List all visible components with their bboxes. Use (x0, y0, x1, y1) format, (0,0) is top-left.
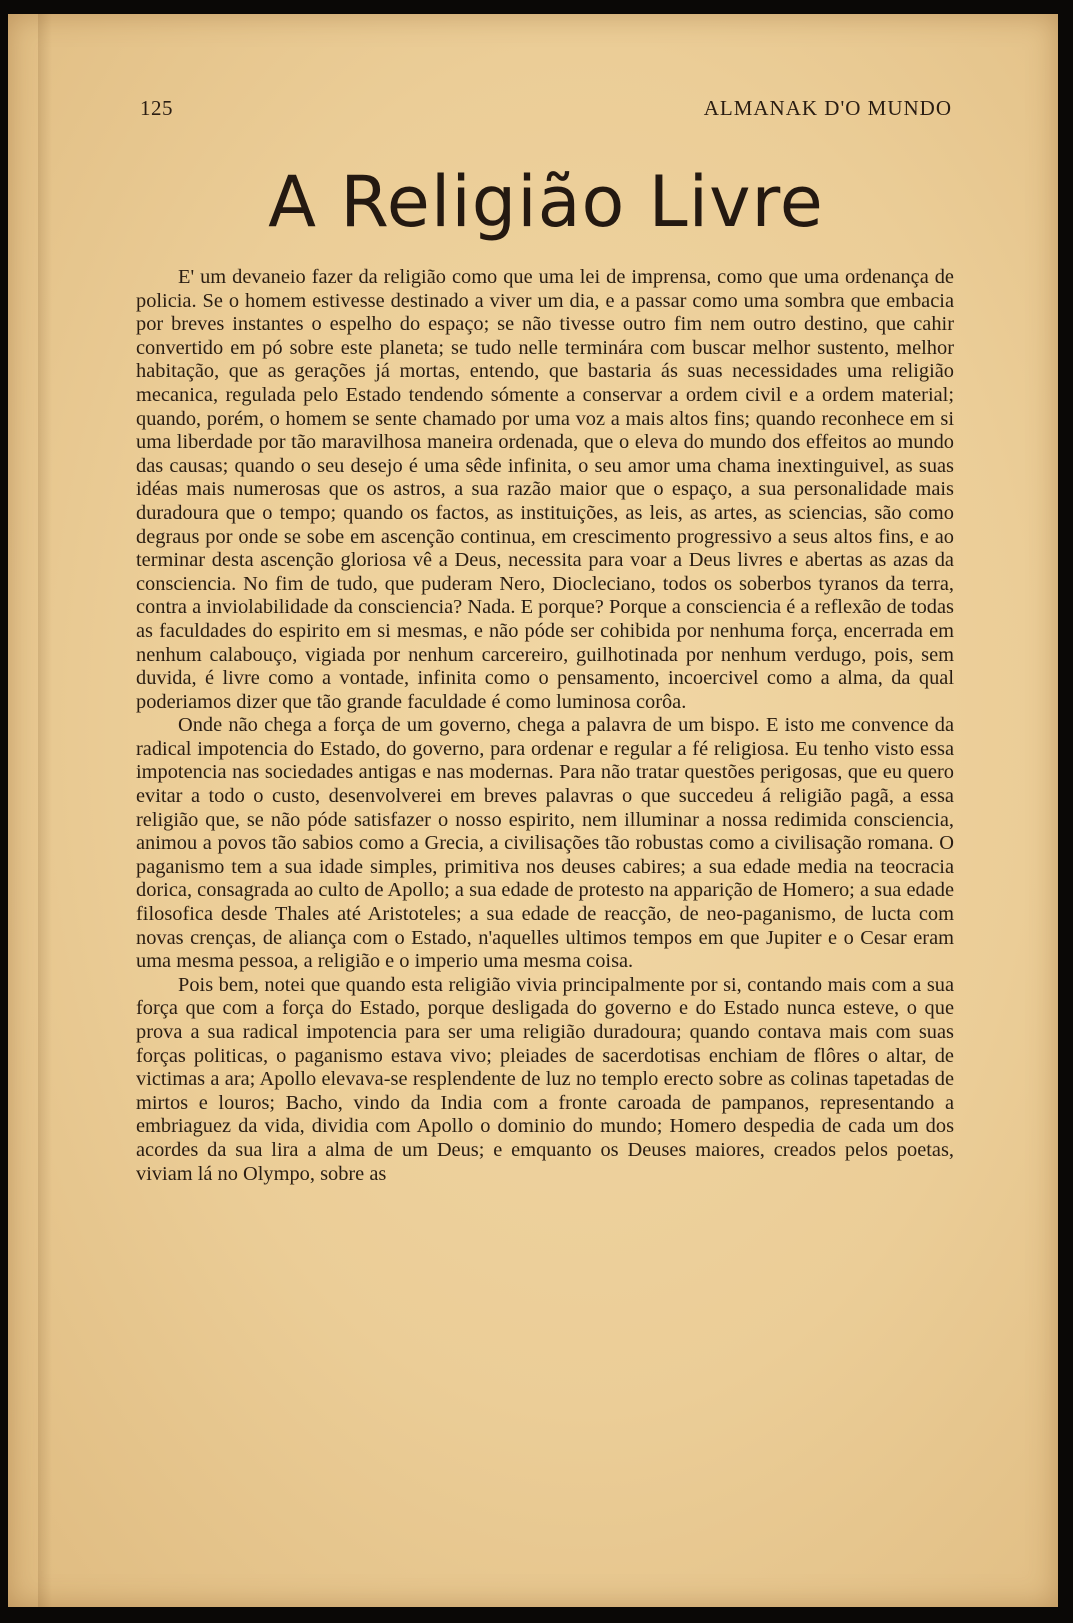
page-number: 125 (140, 96, 173, 120)
paragraph-1: E' um devaneio fazer da religião como que uma lei de imprensa, como que uma ordenança de policia. Se o homem estivesse destinado a viver um dia, e a passar como uma sombra que embacia por breves instantes o espelho do espaço; se não tivesse outro fim nem outro destino, que cahir convertido em pó sobre este planeta; se tudo nelle terminára com buscar melhor sustento, melhor habitação, que as gerações já mortas, entendo, que bastaria ás suas necessidades uma religião mecanica, regulada pelo Estado tendendo sómente a conservar a ordem civil e a ordem material; quando, porém, o homem se sente chamado por uma voz a mais altos fins; quando reconhece em si uma liberdade por tão maravilhosa maneira ordenada, que o eleva do mundo dos effeitos ao mundo das causas; quando o seu desejo é uma sêde infinita, o seu amor uma chama inextinguivel, as suas idéas mais numerosas que os astros, a sua razão maior que o espaço, a sua personalidade mais duradoura que o tempo; quando os factos, as instituições, as leis, as artes, as sciencias, são como degraus por onde se sobe em ascenção continua, em crescimento progressivo a seus altos fins, e ao terminar desta ascenção gloriosa vê a Deus, necessita para voar a Deus livres e abertas as azas da consciencia. No fim de tudo, que puderam Nero, Diocleciano, todos os soberbos tyranos da terra, contra a inviolabilidade da consciencia? Nada. E porque? Porque a consciencia é a reflexão de todas as faculdades do espirito em si mesmas, e não póde ser cohibida por nenhuma força, encerrada em nenhum calabouço, vigiada por nenhum carcereiro, guilhotinada por nenhum verdugo, pois, sem duvida, é livre como a vontade, infinita como o pensamento, incoercivel como a alma, da qual poderiamos dizer que tão grande faculdade é como luminosa corôa. (136, 266, 954, 713)
page-header (140, 96, 952, 124)
running-title: ALMANAK D'O MUNDO (703, 96, 952, 120)
paragraph-2: Onde não chega a força de um governo, chega a palavra de um bispo. E isto me convence da radical impotencia do Estado, do governo, para ordenar e regular a fé religiosa. Eu tenho visto essa impotencia nas sociedades antigas e nas modernas. Para não tratar questões perigosas, que eu quero evitar a todo o custo, desenvolverei em breves palavras o que succedeu á religião pagã, a essa religião que, se não póde satisfazer o nosso espirito, nem illuminar a nossa redimida consciencia, animou a povos tão sabios como a Grecia, a civilisações tão robustas como a civilisação romana. O paganismo tem a sua idade simples, primitiva nos deuses cabires; a sua edade media na teocracia dorica, consagrada ao culto de Apollo; a sua edade de protesto na apparição de Homero; a sua edade filosofica desde Thales até Aristoteles; a sua edade de reacção, de neo-paganismo, de lucta com novas crenças, de aliança com o Estado, n'aquelles ultimos tempos em que Jupiter e o Cesar eram uma mesma pessoa, a religião e o imperio uma mesma coisa. (136, 714, 954, 973)
article-body (136, 266, 954, 1186)
article-title: A Religião Livre (268, 161, 824, 243)
paragraph-3: Pois bem, notei que quando esta religião vivia principalmente por si, contando mais com a sua força que com a força do Estado, porque desligada do governo e do Estado nunca esteve, o que prova a sua radical impotencia para ser uma religião duradoura; quando contava mais com suas forças politicas, o paganismo estava vivo; pleiades de sacerdotisas enchiam de flôres o altar, de victimas a ara; Apollo elevava-se resplendente de luz no templo erecto sobre as colinas tapetadas de mirtos e louros; Bacho, vindo da India com a fronte caroada de pampanos, representando a embriaguez da vida, dividia com Apollo o dominio do mundo; Homero despedia de cada um dos acordes da sua lira a alma de um Deus; e emquanto os Deuses maiores, creados pelos poetas, viviam lá no Olympo, sobre as (136, 973, 954, 1185)
